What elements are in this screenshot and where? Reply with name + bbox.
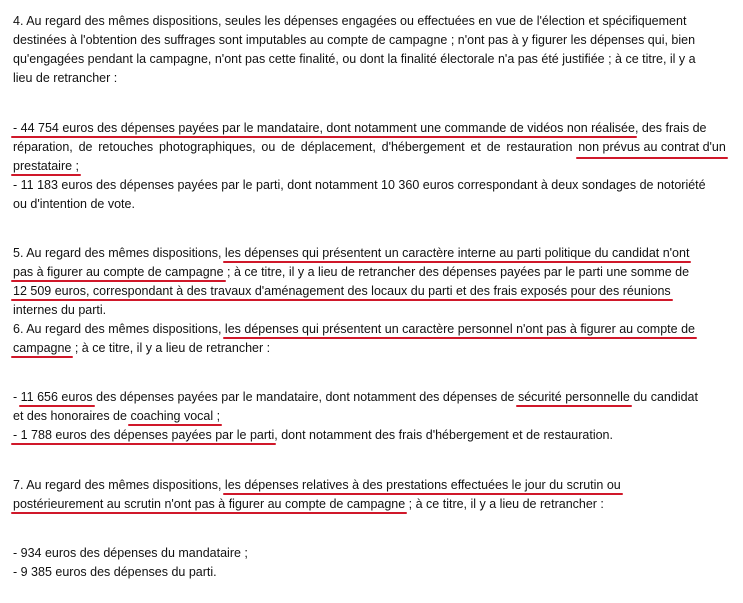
underlined-amount-videos: - 44 754 euros des dépenses payées par le mandataire, dont notamment une commande de vidéos non réalisée bbox=[13, 121, 635, 135]
word: réparation, bbox=[13, 140, 73, 154]
p4-item-1-line-3 bbox=[13, 157, 79, 175]
underlined-polling-day-services: les dépenses relatives à des prestations effectuées le jour du scrutin ou bbox=[224, 478, 621, 492]
word: restauration bbox=[506, 140, 573, 154]
p6-item-2 bbox=[13, 426, 613, 444]
underlined-contract-phrase: non prévus au contrat d'un bbox=[578, 140, 726, 154]
word: de bbox=[486, 140, 501, 154]
underlined-coaching-vocal: coaching vocal ; bbox=[130, 409, 221, 423]
p4-item-1-rest: , des frais de bbox=[634, 121, 707, 135]
p4-item-1-line-2 bbox=[13, 138, 726, 156]
p6-rest: ; à ce titre, il y a lieu de retrancher : bbox=[71, 341, 271, 355]
p6-line-2 bbox=[13, 339, 270, 357]
p7-line-1 bbox=[13, 476, 621, 494]
p7-rest: ; à ce titre, il y a lieu de retrancher : bbox=[405, 497, 604, 511]
p6-item-1-text: des dépenses payées par le mandataire, dont notamment des dépenses de bbox=[92, 390, 518, 404]
word: retouches bbox=[98, 140, 154, 154]
p6-item-2-rest: , dont notamment des frais d'hébergement et de restauration. bbox=[274, 428, 613, 442]
p4-line-1: 4. Au regard des mêmes dispositions, seules les dépenses engagées ou effectuées en vue de l'élection et spécifiquement bbox=[13, 14, 687, 28]
word: et bbox=[470, 140, 481, 154]
p6-item-1-line-2-text: et des honoraires de bbox=[13, 409, 131, 423]
p5-line-3 bbox=[13, 282, 671, 300]
underlined-after-polling: postérieurement au scrutin n'ont pas à figurer au compte de campagne bbox=[13, 497, 406, 511]
p4-line-4: lieu de retrancher : bbox=[13, 71, 118, 85]
underlined-personal-expenses: les dépenses qui présentent un caractère personnel n'ont pas à figurer au compte de bbox=[224, 322, 695, 336]
underlined-internal-expenses: les dépenses qui présentent un caractère interne au parti politique du candidat n'ont bbox=[224, 246, 690, 260]
p6-intro: 6. Au regard des mêmes dispositions, bbox=[13, 322, 225, 336]
p6-item-1-line-1 bbox=[13, 388, 698, 406]
word: déplacement, bbox=[300, 140, 376, 154]
p6-item-1-end: du candidat bbox=[629, 390, 698, 404]
underlined-amount-1788: - 1 788 euros des dépenses payées par le parti bbox=[13, 428, 275, 442]
p5-line-4: internes du parti. bbox=[13, 303, 107, 317]
word: de bbox=[78, 140, 93, 154]
underlined-campaign-account: pas à figurer au compte de campagne bbox=[13, 265, 224, 279]
word: ou bbox=[261, 140, 276, 154]
underlined-prestataire: prestataire ; bbox=[13, 159, 80, 173]
underlined-personal-security: sécurité personnelle bbox=[517, 390, 630, 404]
p6-line-1 bbox=[13, 320, 695, 338]
underlined-campagne: campagne bbox=[13, 341, 72, 355]
p4-line-3: qu'engagées pendant la campagne, n'ont pas cette finalité, ou dont la finalité électorale n'a pas été justifiée ; à ce titre, il y a bbox=[13, 52, 696, 66]
p5-rest: ; à ce titre, il y a lieu de retrancher des dépenses payées par le parti une somme de bbox=[223, 265, 690, 279]
p7-intro: 7. Au regard des mêmes dispositions, bbox=[13, 478, 225, 492]
p4-line-2: destinées à l'obtention des suffrages sont imputables au compte de campagne ; n'ont pas à y figurer les dépenses qui, bien bbox=[13, 33, 696, 47]
p7-line-2 bbox=[13, 495, 604, 513]
p4-item-1-line-1 bbox=[13, 119, 707, 137]
p5-intro: 5. Au regard des mêmes dispositions, bbox=[13, 246, 225, 260]
underlined-amount-premises: 12 509 euros, correspondant à des travaux d'aménagement des locaux du parti et des frais exposés pour des réunions bbox=[13, 284, 671, 298]
word: photographiques, bbox=[158, 140, 256, 154]
p7-item-1: - 934 euros des dépenses du mandataire ; bbox=[13, 546, 248, 560]
word: de bbox=[281, 140, 295, 154]
p5-line-1 bbox=[13, 244, 689, 262]
word: d'hébergement bbox=[381, 140, 465, 154]
p7-item-2: - 9 385 euros des dépenses du parti. bbox=[13, 565, 217, 579]
p6-item-1-line-2 bbox=[13, 407, 220, 425]
p5-line-2 bbox=[13, 263, 689, 281]
underlined-amount-11656: 11 656 euros bbox=[20, 390, 93, 404]
p4-item-2-line-1: - 11 183 euros des dépenses payées par le parti, dont notamment 10 360 euros correspondant à deux sondages de notoriété bbox=[13, 178, 706, 192]
p4-item-2-line-2: ou d'intention de vote. bbox=[13, 197, 135, 211]
dash: - bbox=[13, 390, 21, 404]
